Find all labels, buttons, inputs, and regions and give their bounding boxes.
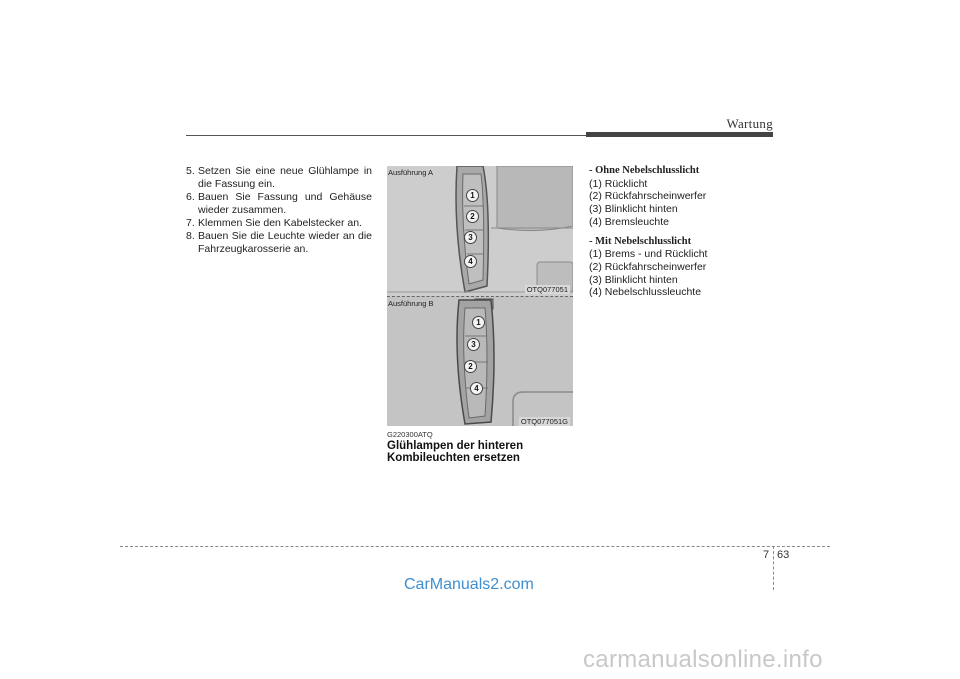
watermark-link[interactable]: CarManuals2.com [404,576,534,593]
variant-a-label: Ausführung A [388,168,434,177]
footer-rule [120,546,830,547]
step-number: 7. [186,217,195,229]
legend-item: (3) Blinklicht hinten [589,273,678,286]
step-item [186,191,372,217]
section-title: Wartung [726,116,773,131]
rear-combination-lamp-figure [387,166,573,426]
watermark-footer: carmanualsonline.info [583,646,823,673]
callout-badge: 4 [470,382,483,395]
instruction-steps [186,165,372,256]
legend-item: (2) Rückfahrscheinwerfer [589,190,707,203]
page-number-divider [773,546,774,590]
legend-title-without-fog: - Ohne Nebelschlusslicht [589,165,700,176]
legend-item: (4) Nebelschlussleuchte [589,286,702,299]
step-text: Klemmen Sie den Kabelstecker an. [198,217,363,229]
header-rule [186,135,586,136]
figure-id: G220300ATQ [387,430,433,439]
variant-separator [387,296,573,297]
variant-b-label: Ausführung B [388,299,434,308]
header-rule-accent [586,132,773,137]
step-number: 6. [186,191,195,203]
legend-item: (3) Blinklicht hinten [589,203,678,216]
step-text: Bauen Sie Fassung und Gehäuse wieder zusammen. [198,191,372,216]
callout-badge: 1 [466,189,479,202]
callout-badge: 1 [472,316,485,329]
page-number: 63 [777,549,790,561]
legend-item: (4) Bremsleuchte [589,215,669,228]
step-number: 5. [186,165,195,177]
variant-a-code: OTQ077051 [526,285,568,294]
legend-item: (1) Rücklicht [589,177,648,190]
figure-heading: Glühlampen der hinteren Kombileuchten ersetzen [387,440,524,464]
legend-item: (2) Rückfahrscheinwerfer [589,260,707,273]
step-text: Bauen Sie die Leuchte wieder an die Fahrzeugkarosserie an. [198,230,372,255]
bulb-legend [589,165,779,299]
step-text: Setzen Sie eine neue Glühlampe in die Fassung ein. [198,165,372,190]
callout-badge: 2 [466,210,479,223]
callout-badge: 4 [464,255,477,268]
chapter-number: 7 [763,549,770,561]
callout-badge: 3 [464,231,477,244]
variant-b-code: OTQ077051G [520,417,568,426]
step-item [186,217,372,230]
callout-badge: 2 [464,360,477,373]
step-item [186,165,372,191]
step-number: 8. [186,230,195,242]
step-item [186,230,372,256]
callout-badge: 3 [467,338,480,351]
legend-title-with-fog: - Mit Nebelschlusslicht [589,235,692,247]
legend-item: (1) Brems - und Rücklicht [589,248,708,261]
